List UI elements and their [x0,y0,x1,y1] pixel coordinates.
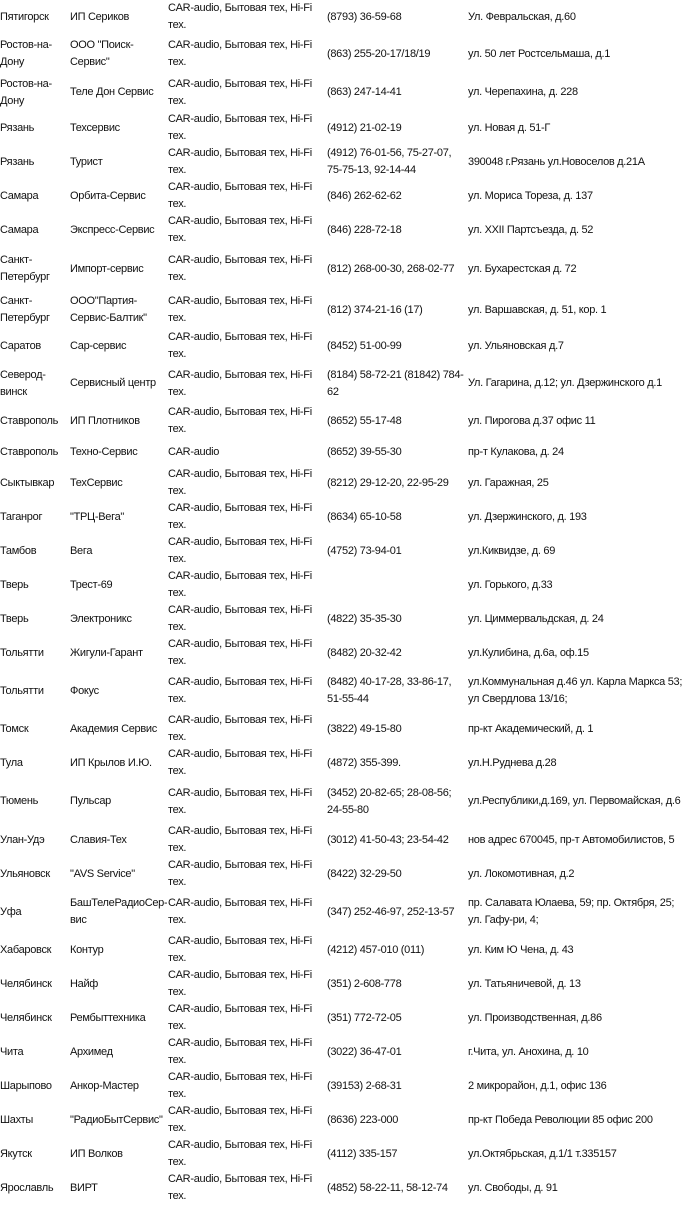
city-cell: Тамбов [0,544,37,557]
table-row [0,1001,684,1035]
company-cell: Орбита-Сервис [70,189,146,202]
address-cell: ул. 50 лет Ростсельмаша, д.1 [468,47,611,60]
city-cell: Ярославль [0,1181,54,1194]
city-cell: Рязань [0,155,35,168]
profile-cell: CAR-audio, Бытовая тех, Hi-Fi тех. [168,638,312,667]
profile-cell: CAR-audio, Бытовая тех, Hi-Fi тех. [168,39,312,68]
phone-cell: (4212) 457-010 (011) [327,943,425,956]
company-cell: Архимед [70,1045,113,1058]
address-cell: ул. Мориса Тореза, д. 137 [468,189,593,202]
company-cell: Электроникс [70,612,132,625]
table-row [0,291,684,329]
company-cell: ООО"Партия-Сервис-Балтик" [70,295,147,324]
address-cell: ул. Татьяничевой, д. 13 [468,977,581,990]
phone-cell: (812) 268-00-30, 268-02-77 [327,262,455,275]
city-cell: Тольятти [0,646,44,659]
phone-cell: (8634) 65-10-58 [327,510,402,523]
profile-cell: CAR-audio, Бытовая тех, Hi-Fi тех. [168,1105,312,1134]
address-cell: нов адрес 670045, пр-т Автомобилистов, 5 [468,833,675,846]
table-row [0,1171,684,1205]
profile-cell: CAR-audio, Бытовая тех, Hi-Fi тех. [168,748,312,777]
profile-cell: CAR-audio, Бытовая тех, Hi-Fi тех. [168,502,312,531]
profile-cell: CAR-audio, Бытовая тех, Hi-Fi тех. [168,181,312,210]
city-cell: Ростов-на-Дону [0,77,52,107]
table-row [0,568,684,602]
profile-cell: CAR-audio [168,445,220,458]
table-row [0,534,684,568]
phone-cell: (8482) 20-32-42 [327,646,402,659]
city-cell: Санкт-Петербург [0,295,50,324]
phone-cell: (8652) 39-55-30 [327,445,402,458]
city-cell: Якутск [0,1147,32,1160]
company-cell: Жигули-Гарант [70,646,143,659]
phone-cell [326,568,467,602]
phone-cell: (4912) 21-02-19 [327,121,402,134]
table-row [0,967,684,1001]
phone-cell: (3012) 41-50-43; 23-54-42 [327,833,449,846]
city-cell: Улан-Удэ [0,833,45,846]
address-cell: пр-кт Победа Революции 85 офис 200 [468,1113,653,1126]
company-cell: Фокус [70,684,99,697]
city-cell: Челябинск [0,1011,52,1024]
table-row [0,1035,684,1069]
company-cell: Импорт-сервис [70,262,144,275]
city-cell: Рязань [0,121,35,134]
company-cell: "РадиоБытСервис" [70,1113,163,1126]
city-cell: Челябинск [0,977,52,990]
city-cell: Самара [0,189,39,202]
city-cell: Пятигорск [0,10,49,23]
table-row [0,1137,684,1171]
table-row [0,746,684,780]
address-cell: ул. Бухарестская д. 72 [468,262,577,275]
company-cell: ООО "Поиск-Сервис" [70,39,134,68]
profile-cell: CAR-audio, Бытовая тех, Hi-Fi тех. [168,254,312,283]
profile-cell: CAR-audio, Бытовая тех, Hi-Fi тех. [168,331,312,360]
company-cell: Рембыттехника [70,1011,146,1024]
company-cell: Анкор-Мастер [70,1079,139,1092]
company-cell: Академия Сервис [70,722,157,735]
profile-cell: CAR-audio, Бытовая тех, Hi-Fi тех. [168,536,312,565]
address-cell: Ул. Февральская, д.60 [468,10,576,23]
table-row [0,602,684,636]
phone-cell: (8652) 55-17-48 [327,414,402,427]
address-cell: 390048 г.Рязань ул.Новоселов д.21А [468,155,645,168]
profile-cell: CAR-audio, Бытовая тех, Hi-Fi тех. [168,147,312,176]
table-row [0,213,684,247]
phone-cell: (351) 2-608-778 [327,977,402,990]
address-cell: ул.Октябрьская, д.1/1 т.335157 [468,1147,617,1160]
profile-cell: CAR-audio, Бытовая тех, Hi-Fi тех. [168,1173,312,1202]
table-row [0,857,684,891]
address-cell: ул. XXII Партсъезда, д. 52 [468,223,594,236]
profile-cell: CAR-audio, Бытовая тех, Hi-Fi тех. [168,468,312,497]
city-cell: Тула [0,756,23,769]
phone-cell: (846) 262-62-62 [327,189,402,202]
profile-cell: CAR-audio, Бытовая тех, Hi-Fi тех. [168,897,312,926]
company-cell: Найф [70,977,99,990]
table-row [0,363,684,404]
address-cell: ул. Ким Ю Чена, д. 43 [468,943,574,956]
profile-cell: CAR-audio, Бытовая тех, Hi-Fi тех. [168,859,312,888]
city-cell: Чита [0,1045,24,1058]
company-cell: Трест-69 [70,578,113,591]
profile-cell: CAR-audio, Бытовая тех, Hi-Fi тех. [168,1003,312,1032]
city-cell: Ставрополь [0,445,59,458]
table-row [0,636,684,670]
table-row [0,0,684,34]
profile-cell: CAR-audio, Бытовая тех, Hi-Fi тех. [168,1037,312,1066]
table-row [0,329,684,363]
profile-cell: CAR-audio, Бытовая тех, Hi-Fi тех. [168,2,312,31]
phone-cell: (8636) 223-000 [327,1113,399,1126]
table-row [0,438,684,466]
city-cell: Шарыпово [0,1079,52,1092]
phone-cell: (3822) 49-15-80 [327,722,402,735]
company-cell: Сервисный центр [70,377,156,389]
phone-cell: (8184) 58-72-21 (81842) 784-62 [327,368,464,398]
profile-cell: CAR-audio, Бытовая тех, Hi-Fi тех. [168,295,312,324]
address-cell: ул. Варшавская, д. 51, кор. 1 [468,303,607,316]
table-row [0,1103,684,1137]
phone-cell: (863) 247-14-41 [327,86,402,98]
phone-cell: (8482) 40-17-28, 33-86-17, 51-55-44 [327,676,452,705]
city-cell: Ульяновск [0,867,50,880]
company-cell: ИП Сериков [70,10,130,23]
phone-cell: (4752) 73-94-01 [327,544,402,557]
table-row [0,823,684,857]
address-cell: ул. Локомотивная, д.2 [468,867,575,880]
address-cell: ул.Кулибина, д.6а, оф.15 [468,646,589,659]
company-cell: Теле Дон Сервис [70,86,154,98]
company-cell: Вега [70,544,93,557]
phone-cell: (8793) 36-59-68 [327,10,402,23]
city-cell: Томск [0,722,29,735]
company-cell: Контур [70,943,104,956]
table-row [0,670,684,712]
phone-cell: (8452) 51-00-99 [327,339,402,352]
company-cell: Сар-сервис [70,339,127,352]
address-cell: 2 микрорайон, д.1, офис 136 [468,1079,607,1092]
company-cell: "ТРЦ-Вега" [70,510,125,523]
address-cell: г.Чита, ул. Анохина, д. 10 [468,1045,589,1058]
company-cell: Экспресс-Сервис [70,223,155,236]
phone-cell: (3022) 36-47-01 [327,1045,402,1058]
city-cell: Шахты [0,1113,34,1126]
address-cell: ул. Новая д. 51-Г [468,121,550,134]
company-cell: ИП Плотников [70,414,140,427]
table-row [0,247,684,291]
address-cell: Ул. Гагарина, д.12; ул. Дзержинского д.1 [468,377,662,389]
phone-cell: (3452) 20-82-65; 28-08-56; 24-55-80 [327,786,452,816]
city-cell: Саратов [0,339,41,352]
address-cell: ул.Н.Руднева д.28 [468,756,557,769]
phone-cell: (4852) 58-22-11, 58-12-74 [327,1181,448,1194]
profile-cell: CAR-audio, Бытовая тех, Hi-Fi тех. [168,113,312,142]
table-row [0,34,684,74]
company-cell: БашТелеРадиоСер-вис [70,897,167,926]
city-cell: Хабаровск [0,943,52,956]
city-cell: Ростов-на-Дону [0,39,52,68]
city-cell: Самара [0,223,39,236]
profile-cell: CAR-audio, Бытовая тех, Hi-Fi тех. [168,406,312,435]
address-cell: ул. Пирогова д.37 офис 11 [468,414,596,427]
phone-cell: (4112) 335-157 [327,1147,398,1160]
table-row [0,404,684,438]
phone-cell: (4872) 355-399. [327,756,401,769]
company-cell: ИП Волков [70,1147,123,1160]
table-row [0,712,684,746]
company-cell: ТехСервис [70,476,123,489]
phone-cell: (8212) 29-12-20, 22-95-29 [327,476,449,489]
phone-cell: (347) 252-46-97, 252-13-57 [327,905,455,918]
company-cell: Техно-Сервис [70,445,138,458]
profile-cell: CAR-audio, Бытовая тех, Hi-Fi тех. [168,77,312,107]
profile-cell: CAR-audio, Бытовая тех, Hi-Fi тех. [168,1071,312,1100]
table-row [0,891,684,933]
profile-cell: CAR-audio, Бытовая тех, Hi-Fi тех. [168,969,312,998]
table-row [0,780,684,823]
company-cell: Славия-Тех [70,833,127,846]
table-row [0,1069,684,1103]
profile-cell: CAR-audio, Бытовая тех, Hi-Fi тех. [168,676,312,705]
address-cell: ул.Коммунальная д.46 ул. Карла Маркса 53; ул Свердлова 13/16; [468,676,683,705]
company-cell: ИП Крылов И.Ю. [70,756,152,769]
city-cell: Тверь [0,578,29,591]
profile-cell: CAR-audio, Бытовая тех, Hi-Fi тех. [168,1139,312,1168]
city-cell: Уфа [0,905,22,918]
address-cell: ул.Республики,д.169, ул. Первомайская, д.6 [468,795,681,807]
company-cell: Турист [70,155,103,168]
city-cell: Тюмень [0,795,39,807]
city-cell: Тольятти [0,684,44,697]
company-cell: ВИРТ [70,1181,98,1194]
phone-cell: (863) 255-20-17/18/19 [327,47,431,60]
profile-cell: CAR-audio, Бытовая тех, Hi-Fi тех. [168,604,312,633]
profile-cell: CAR-audio, Бытовая тех, Hi-Fi тех. [168,786,312,816]
phone-cell: (846) 228-72-18 [327,223,402,236]
phone-cell: (4912) 76-01-56, 75-27-07, 75-75-13, 92-14-44 [327,147,452,176]
company-cell: "AVS Service" [70,867,135,880]
profile-cell: CAR-audio, Бытовая тех, Hi-Fi тех. [168,368,312,398]
profile-cell: CAR-audio, Бытовая тех, Hi-Fi тех. [168,570,312,599]
address-cell: ул. Ульяновская д.7 [468,339,564,352]
city-cell: Северод-винск [0,368,46,398]
phone-cell: (8422) 32-29-50 [327,867,402,880]
address-cell: пр-кт Академический, д. 1 [468,722,594,735]
profile-cell: CAR-audio, Бытовая тех, Hi-Fi тех. [168,825,312,854]
table-row [0,179,684,213]
address-cell: ул.Киквидзе, д. 69 [468,544,556,557]
phone-cell: (351) 772-72-05 [327,1011,402,1024]
profile-cell: CAR-audio, Бытовая тех, Hi-Fi тех. [168,215,312,244]
city-cell: Тверь [0,612,29,625]
phone-cell: (4822) 35-35-30 [327,612,402,625]
address-cell: ул. Свободы, д. 91 [468,1181,558,1194]
profile-cell: CAR-audio, Бытовая тех, Hi-Fi тех. [168,714,312,743]
table-row [0,466,684,500]
address-cell: ул. Циммервальдская, д. 24 [468,612,604,625]
company-cell: Техсервис [70,121,120,134]
city-cell: Ставрополь [0,414,59,427]
table-row [0,500,684,534]
address-cell: пр-т Кулакова, д. 24 [468,445,564,458]
table-row [0,74,684,111]
profile-cell: CAR-audio, Бытовая тех, Hi-Fi тех. [168,935,312,964]
address-cell: ул. Гаражная, 25 [468,476,549,489]
table-row [0,111,684,145]
table-row [0,933,684,967]
address-cell: ул. Черепахина, д. 228 [468,86,578,98]
city-cell: Санкт-Петербург [0,254,50,283]
address-cell: ул. Горького, д.33 [468,578,553,591]
table-row [0,145,684,179]
address-cell: ул. Производственная, д.86 [468,1011,602,1024]
address-cell: пр. Салавата Юлаева, 59; пр. Октября, 25; ул. Гафу-ри, 4; [468,897,675,926]
phone-cell: (39153) 2-68-31 [327,1079,402,1092]
address-cell: ул. Дзержинского, д. 193 [468,510,587,523]
company-cell: Пульсар [70,795,111,807]
phone-cell: (812) 374-21-16 (17) [327,303,423,316]
city-cell: Таганрог [0,510,43,523]
city-cell: Сыктывкар [0,476,55,489]
